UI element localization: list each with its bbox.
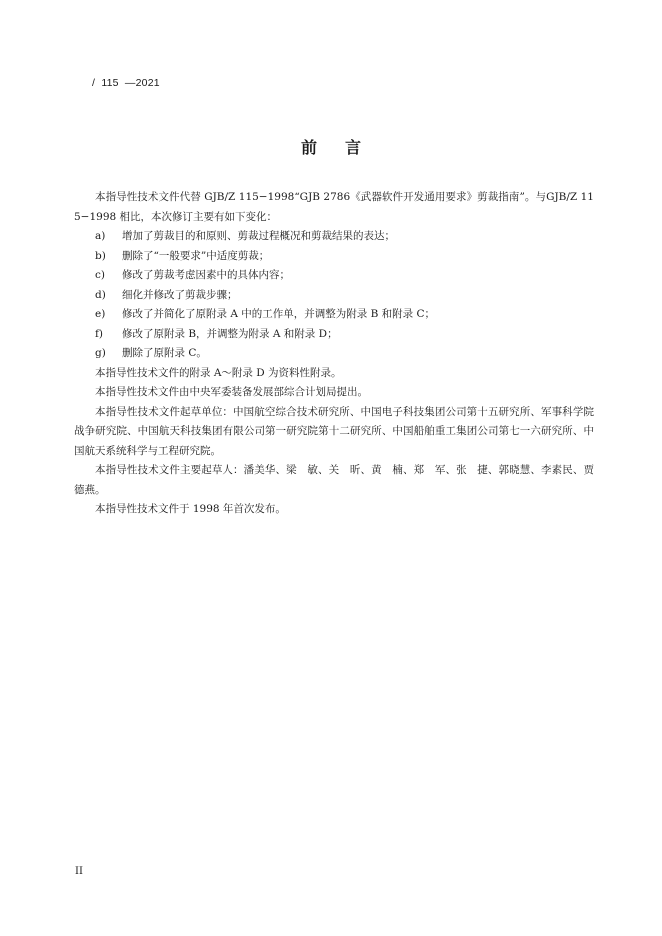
list-item-text: 修改了剪裁考虑因素中的具体内容； [122, 269, 290, 281]
list-item-text: 增加了剪裁目的和原则、剪裁过程概况和剪裁结果的表达； [122, 230, 395, 242]
list-item-text: 删除了原附录 C。 [122, 347, 207, 359]
list-item [74, 227, 594, 247]
list-item-text: 细化并修改了剪裁步骤； [122, 288, 238, 301]
list-marker: e) [95, 308, 106, 320]
page-number: II [75, 866, 83, 877]
list-item [74, 325, 594, 345]
list-item [74, 247, 594, 267]
list-item [74, 266, 594, 286]
changes-list [74, 227, 594, 364]
page-title: 前言 [300, 138, 389, 157]
list-item-text: 删除了“一般要求”中适度剪裁； [122, 249, 270, 262]
proposer-paragraph: 本指导性技术文件由中央军委装备发展部综合计划局提出。 [95, 386, 368, 398]
foreword-body [74, 188, 594, 520]
drafters-paragraph: 本指导性技术文件主要起草人：潘美华、梁 敏、关 昕、黄 楠、郑 军、张 捷、郭晓慧、李素民、贾德燕。 [74, 464, 594, 496]
drafting-units-paragraph: 本指导性技术文件起草单位：中国航空综合技术研究所、中国电子科技集团公司第十五研究所、军事科学院战争研究院、中国航天科技集团有限公司第一研究院第十二研究所、中国船舶重工集团公司第七一六研究所、中国航天系统科学与工程研究院。 [74, 405, 594, 457]
list-marker: f) [95, 327, 103, 340]
list-item [74, 286, 594, 306]
first-release-paragraph: 本指导性技术文件于 1998 年首次发布。 [95, 503, 286, 515]
list-item-text: 修改了原附录 B，并调整为附录 A 和附录 D； [122, 327, 338, 340]
list-item [74, 344, 594, 364]
header-document-code: / 115 —2021 [92, 77, 160, 89]
list-item [74, 305, 594, 325]
list-marker: c) [95, 269, 105, 281]
list-marker: b) [95, 249, 106, 262]
list-item-text: 修改了并简化了原附录 A 中的工作单，并调整为附录 B 和附录 C； [122, 308, 436, 320]
list-marker: a) [95, 230, 106, 242]
list-marker: d) [95, 288, 106, 301]
list-marker: g) [95, 347, 106, 359]
intro-paragraph: 本指导性技术文件代替 GJB/Z 115−1998“GJB 2786《武器软件开发通用要求》剪裁指南”。与GJB/Z 115−1998 相比，本次修订主要有如下变化： [74, 191, 594, 223]
appendix-paragraph: 本指导性技术文件的附录 A～附录 D 为资料性附录。 [95, 366, 342, 379]
